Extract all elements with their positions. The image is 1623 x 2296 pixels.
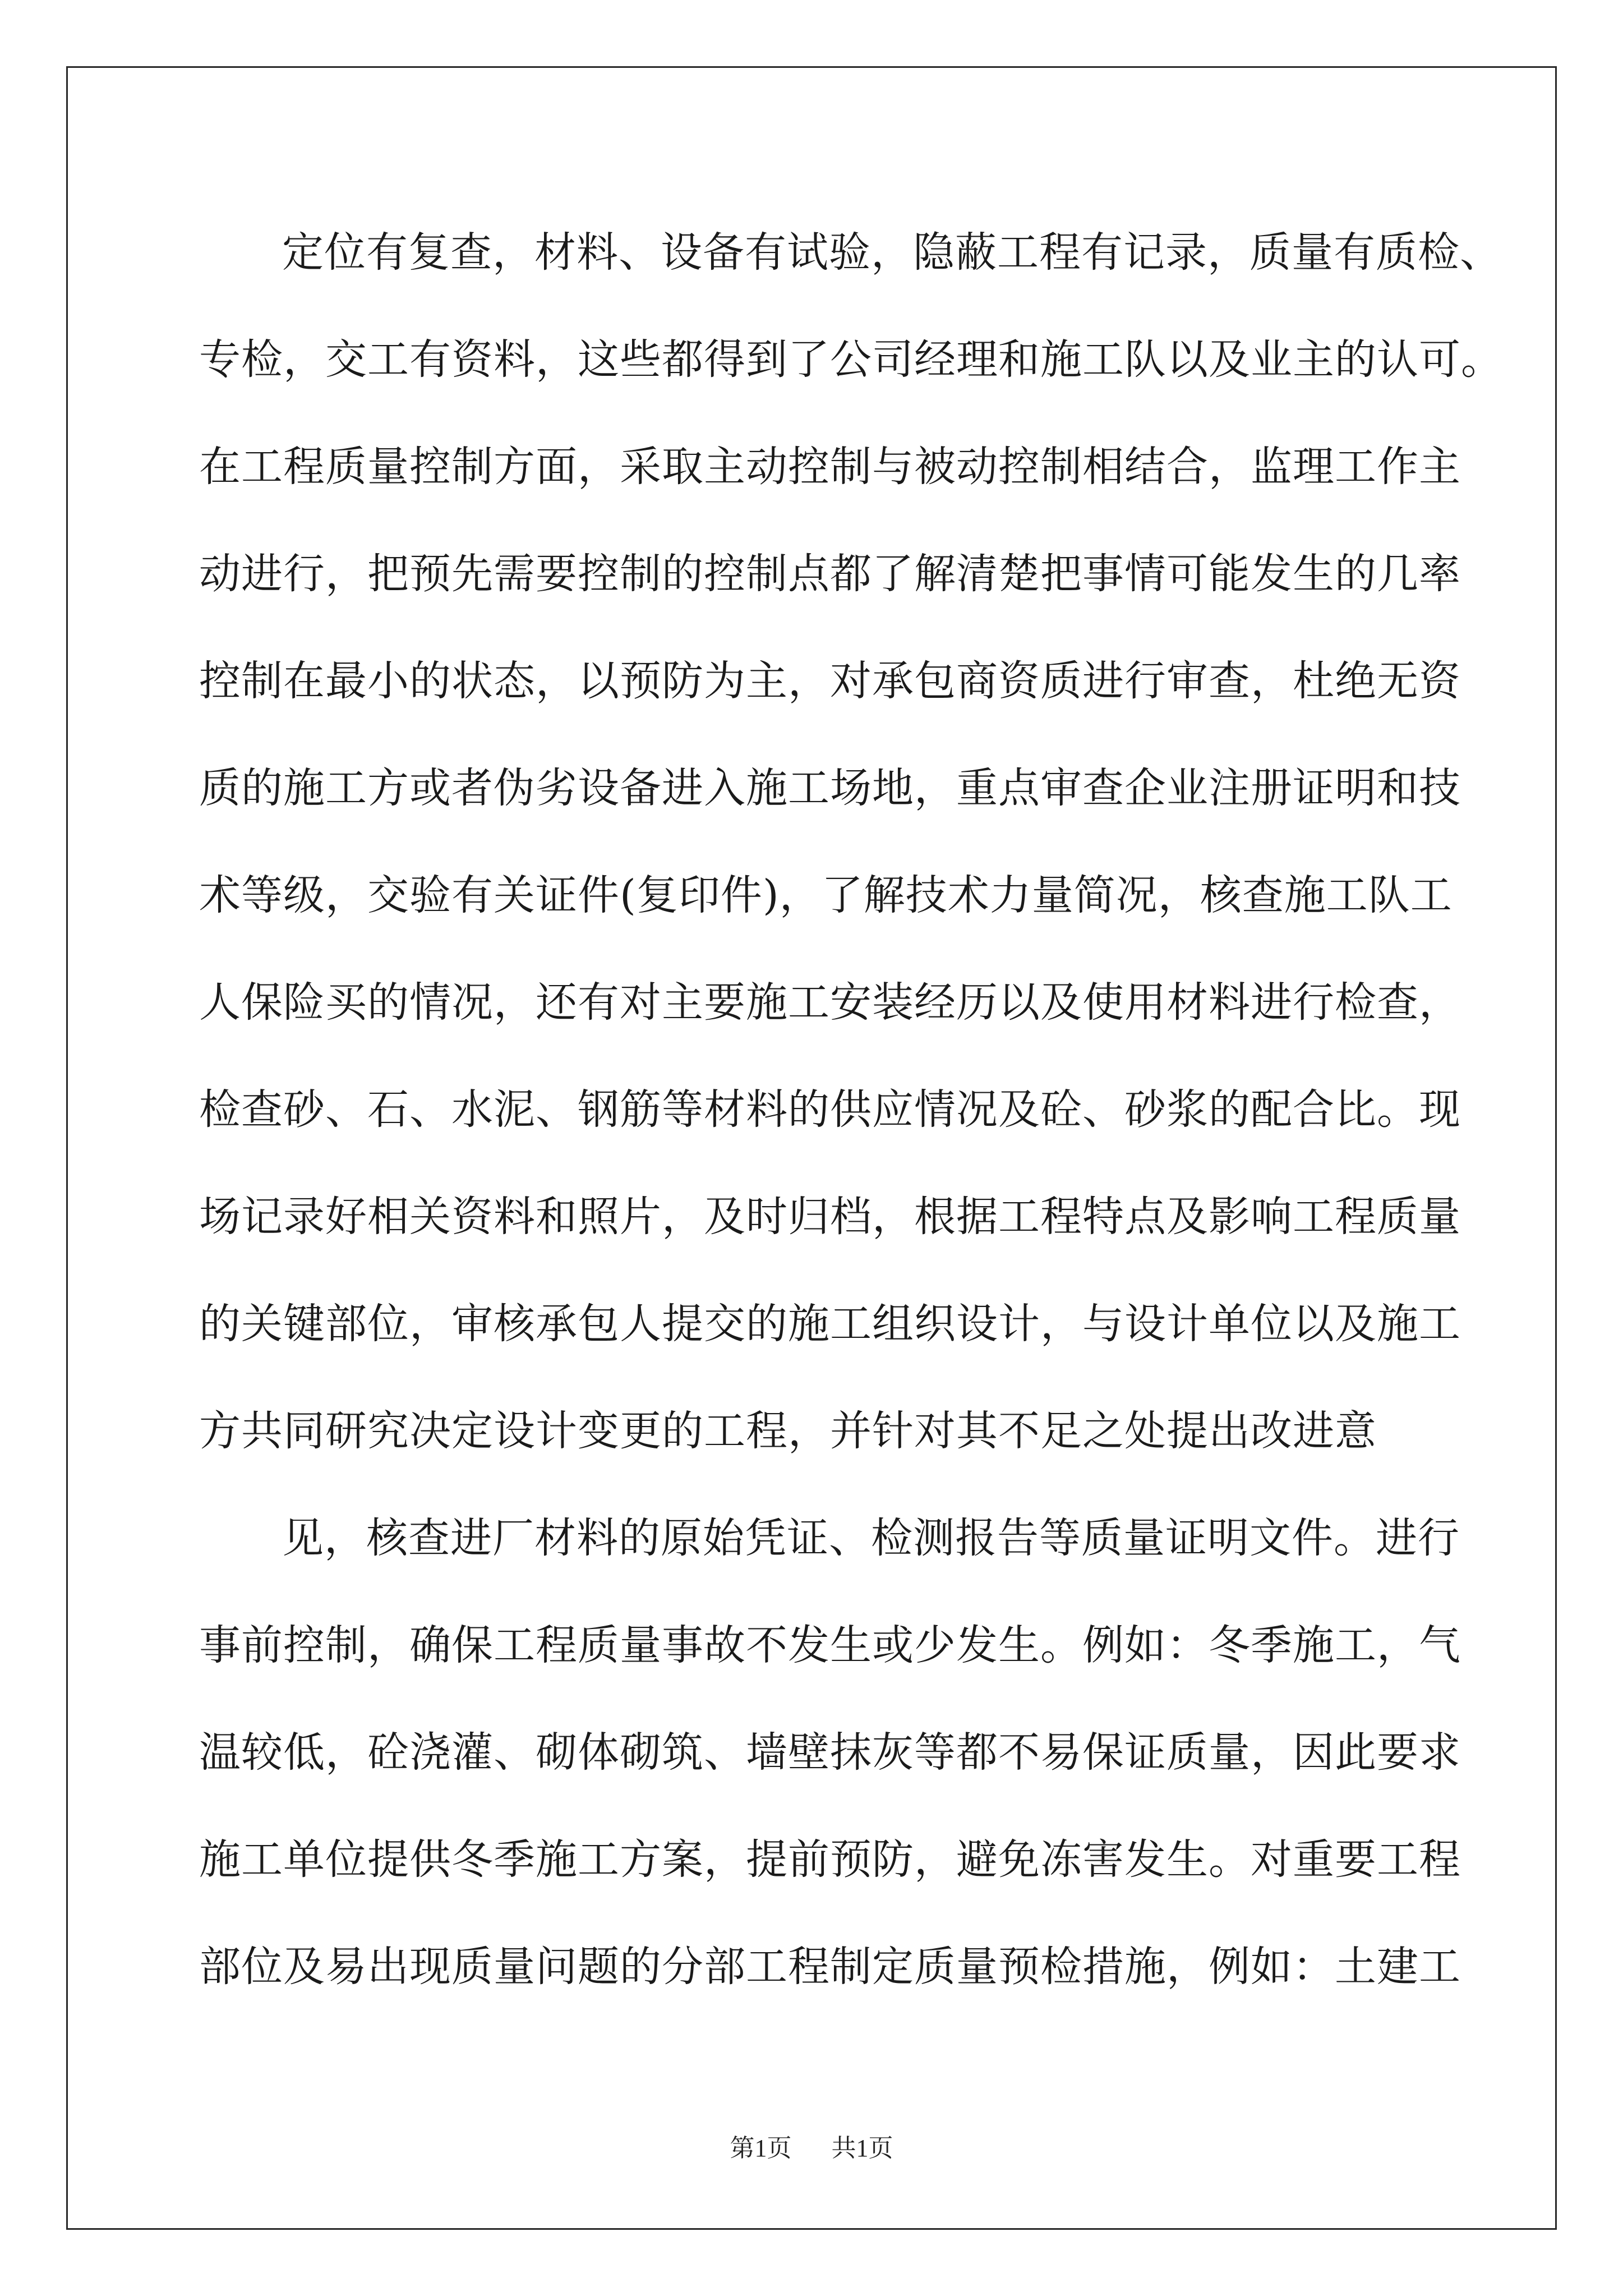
text-line: 控制在最小的状态，以预防为主，对承包商资质进行审查，杜绝无资 bbox=[199, 657, 1461, 705]
text-line: 部位及易出现质量问题的分部工程制定质量预检措施，例如：土建工 bbox=[199, 1943, 1461, 1991]
page-footer bbox=[0, 2132, 1623, 2165]
text-line: 方共同研究决定设计变更的工程，并针对其不足之处提出改进意 bbox=[199, 1407, 1377, 1455]
text-line: 事前控制，确保工程质量事故不发生或少发生。例如：冬季施工，气 bbox=[199, 1621, 1461, 1669]
text-line: 人保险买的情况，还有对主要施工安装经历以及使用材料进行检查， bbox=[199, 978, 1461, 1027]
text-line: 的关键部位，审核承包人提交的施工组织设计，与设计单位以及施工 bbox=[199, 1300, 1461, 1348]
document-body bbox=[199, 199, 1503, 2021]
text-line: 在工程质量控制方面，采取主动控制与被动控制相结合，监理工作主 bbox=[199, 443, 1461, 491]
text-line: 场记录好相关资料和照片，及时归档，根据工程特点及影响工程质量 bbox=[199, 1193, 1461, 1241]
text-line: 动进行，把预先需要控制的控制点都了解清楚把事情可能发生的几率 bbox=[199, 550, 1461, 598]
text-line: 温较低，砼浇灌、砌体砌筑、墙壁抹灰等都不易保证质量，因此要求 bbox=[199, 1728, 1461, 1777]
paragraph bbox=[199, 1485, 1461, 2021]
text-line: 质的施工方或者伪劣设备进入施工场地，重点审查企业注册证明和技 bbox=[199, 764, 1461, 812]
page-number: 第1页 bbox=[730, 2134, 792, 2162]
text-line: 定位有复查，材料、设备有试验，隐蔽工程有记录，质量有质检、 bbox=[282, 228, 1502, 277]
text-line: 见，核查进厂材料的原始凭证、检测报告等质量证明文件。进行 bbox=[282, 1514, 1460, 1562]
text-line: 术等级，交验有关证件(复印件)，了解技术力量简况，核查施工队工 bbox=[199, 871, 1453, 919]
paragraph bbox=[199, 199, 1503, 1485]
page-total: 共1页 bbox=[831, 2134, 893, 2162]
text-line: 专检，交工有资料，这些都得到了公司经理和施工队以及业主的认可。 bbox=[199, 335, 1503, 384]
text-line: 检查砂、石、水泥、钢筋等材料的供应情况及砼、砂浆的配合比。现 bbox=[199, 1085, 1461, 1134]
text-line: 施工单位提供冬季施工方案，提前预防，避免冻害发生。对重要工程 bbox=[199, 1835, 1461, 1884]
